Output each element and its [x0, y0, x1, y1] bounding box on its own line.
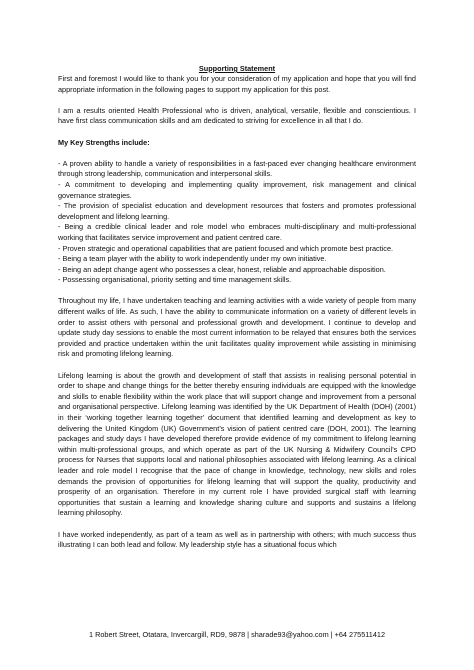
document-body [58, 64, 416, 551]
strength-item: - A proven ability to handle a variety of responsibilities in a fast-paced ever changing healthcare environment through strong leadership, communication and interpersonal skills. [58, 158, 416, 179]
strength-item: - Proven strategic and operational capabilities that are patient focused and which promote best practice. [58, 243, 394, 253]
summary-paragraph: I am a results oriented Health Professional who is driven, analytical, versatile, flexible and conscientious. I have first class communication skills and am dedicated to striving for excellence in all that I do. [58, 105, 416, 126]
intro-paragraph: First and foremost I would like to thank you for your consideration of my application and hope that you will find appropriate information in the following pages to support my application for this post. [58, 74, 416, 94]
strength-item: - Being an adept change agent who possesses a clear, honest, reliable and approachable disposition. [58, 264, 386, 274]
strength-item: - A commitment to developing and implementing quality improvement, risk management and clinical governance strategies. [58, 179, 416, 200]
strength-item: - Being a credible clinical leader and role model who embraces multi-disciplinary and multi-professional working that facilitates service improvement and patient centred care. [58, 222, 416, 242]
teaching-paragraph: Throughout my life, I have undertaken teaching and learning activities with a wide variety of people from many different walks of life. As such, I have the ability to communicate information on a variety of different levels in order to assist others with personal and professional growth and development. I continue to develop and update study day sessions to enable the most current information to be relayed that ensures both the services provided and practice undertaken within the unit facilitates quality improvement while assisting in minimising risk and promoting lifelong learning. [58, 296, 416, 359]
strength-item: - Possessing organisational, priority setting and time management skills. [58, 275, 292, 285]
page-footer: 1 Robert Street, Otatara, Invercargill, RD9, 9878 | sharade93@yahoo.com | +64 275511412 [88, 630, 386, 639]
strengths-heading: My Key Strengths include: [58, 137, 150, 147]
lifelong-learning-paragraph: Lifelong learning is about the growth and development of staff that assists in realising personal potential in order to shape and change things for the better thereby ensuring individuals are equipped with the knowledge and skills to enable flexibility within the work place that will support change and improvement from a personal and organisational perspective. Lifelong learning was identified by the UK Department of Health (DOH) (2001) in their ‘working together learning together’ document that identified learning and development as key to delivering the United Kingdom (UK) Government’s vision of patient centred care (DOH, 2001). The learning packages and study days I have developed therefore provide evidence of my commitment to lifelong learning within multi-professional groups, and which operate as part of the UK Nursing & Midwifery Council’s CPD process for Nurses that supports local and national philosophies associated with lifelong learning. As a clinical leader and role model I recognise that the pace of change in knowledge, technology, new skills and roles demands the provision of opportunities for lifelong learning that will support the quality, productivity and prosperity of an organisation. Therefore in my current role I have provided surgical staff with learning opportunities that sustain a learning and knowledge sharing culture and supports and sustains a lifelong learning philosophy. [58, 370, 416, 518]
strength-item: - Being a team player with the ability to work independently under my own initiative. [58, 254, 327, 264]
independent-work-paragraph: I have worked independently, as part of a team as well as in partnership with others; with much success thus illustrating I can both lead and follow. My leadership style has a situational focus which [58, 529, 416, 550]
strength-item: - The provision of specialist education and development resources that fosters and promotes professional development and lifelong learning. [58, 201, 416, 221]
document-title: Supporting Statement [198, 64, 276, 73]
